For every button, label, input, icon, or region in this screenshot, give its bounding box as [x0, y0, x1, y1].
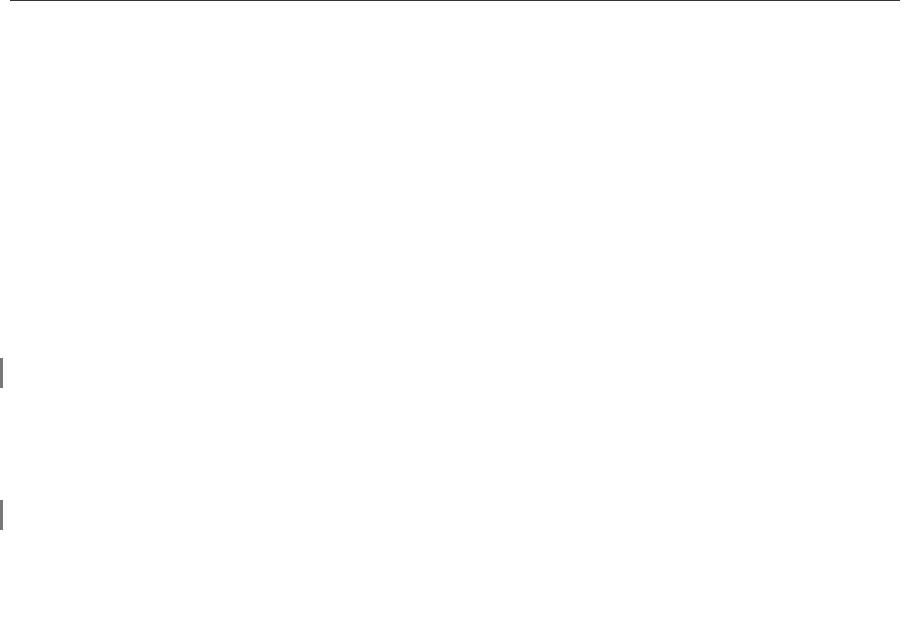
scan-edge-mark [0, 358, 3, 388]
scan-edge-mark [0, 500, 3, 530]
top-rule [10, 0, 900, 1]
